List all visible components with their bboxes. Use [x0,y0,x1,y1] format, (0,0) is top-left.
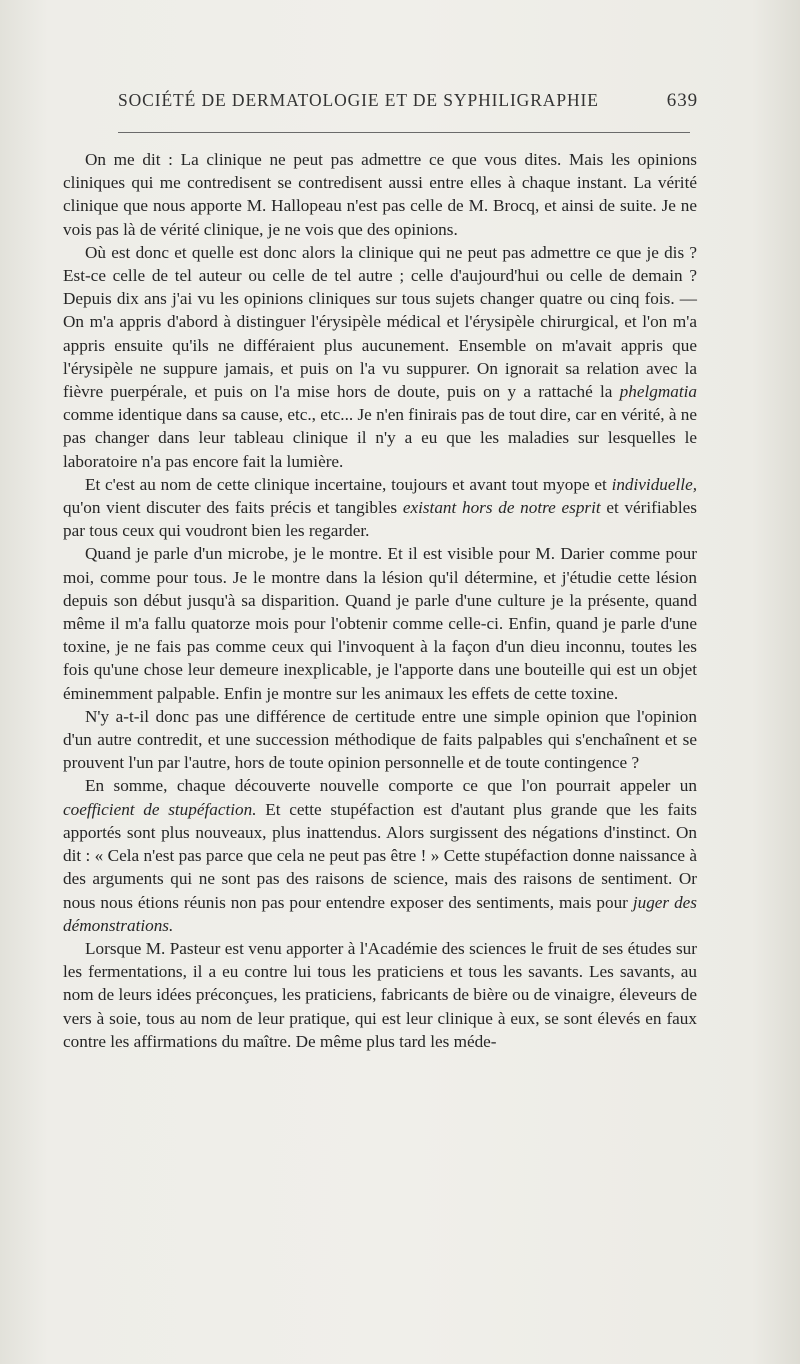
text-run: On me dit : La clinique ne peut pas admettre ce que vous dites. Mais les opinions cliniques qui me contredisent se contredisent aussi entre elles à chaque instant. La vérité clinique que nous apporte M. Hallopeau n'est pas celle de M. Brocq, et ainsi de suite. Je ne vois pas là de vérité clinique, je ne vois que des opinions. [63,150,697,239]
italic-text: existant hors de notre esprit [402,498,601,518]
paragraph [63,473,697,543]
header-rule [118,132,690,133]
text-run: et vérifiables par tous ceux qui voudront bien les regarder. [63,498,697,541]
text-run: Lorsque M. Pasteur est venu apporter à l'Académie des sciences le fruit de ses études sur les fermentations, il a eu contre lui tous les praticiens et tous les savants. Les savants, au nom de leurs idées préconçues, les praticiens, fabricants de bière ou de vinaigre, éleveurs de vers à soie, tous au nom de leur pratique, qui est leur clinique à eux, se sont élevés en faux contre les affirmations du maître. De même plus tard les méde- [63,938,697,1051]
text-run: Où est donc et quelle est donc alors la clinique qui ne peut pas admettre ce que je dis ? Est-ce celle de tel auteur ou celle de tel autre ; celle d'aujourd'hui ou celle de demain ? Depuis dix ans j'ai vu les opinions cliniques sur tous sujets changer quatre ou cinq fois. — On m'a appris d'abord à distinguer l'érysipèle médical et l'érysipèle chirurgical, et l'on m'a appris ensuite qu'ils ne différaient plus aucunement. Ensemble on m'avait appris que l'érysipèle ne suppure jamais, et puis on l'a vu suppurer. On ignorait sa relation avec la fièvre puerpérale, et puis on l'a mise hors de doute, puis on y a rattaché la [63,242,697,402]
text-run: Et cette stupéfaction est d'autant plus grande que les faits apportés sont plus nouveaux, plus inattendus. Alors surgissent des négations d'instinct. On dit : « Cela n'est pas parce que cela ne peut pas être ! » Cette stupéfaction donne naissance à des arguments qui ne sont pas des raisons de science, mais des raisons de sentiment. Or nous nous étions réunis non pas pour entendre exposer des sentiments, mais pour [63,799,697,912]
page-number: 639 [666,90,698,111]
italic-text: phelgmatia [619,382,697,402]
italic-text: individuelle, [611,474,697,494]
text-run: En somme, chaque découverte nouvelle comporte ce que l'on pourrait appeler un [85,776,697,796]
text-run: comme identique dans sa cause, etc., etc... Je n'en finirais pas de tout dire, car en vérité, à ne pas changer dans leur tableau clinique il n'y a eu que les maladies sur lesquelles le laboratoire n'a pas encore fait la lumière. [63,405,698,471]
paragraph [63,542,697,704]
italic-text: coefficient de stupéfaction. [63,799,257,819]
body-text [63,148,697,1053]
paragraph [63,241,697,473]
italic-text: juger des démonstrations. [63,892,697,935]
text-run: Et c'est au nom de cette clinique incertaine, toujours et avant tout myope et [85,474,612,494]
text-run: N'y a-t-il donc pas une différence de certitude entre une simple opinion que l'opinion d'un autre contredit, et une succession méthodique de faits palpables qui s'enchaînent et se prouvent l'un par l'autre, hors de toute opinion personnelle et de toute contingence ? [63,706,697,773]
paragraph [63,774,697,936]
text-run: Quand je parle d'un microbe, je le montre. Et il est visible pour M. Darier comme pour moi, comme pour tous. Je le montre dans la lésion qu'il détermine, et j'étudie cette lésion depuis son début jusqu'à sa disparition. Quand je parle d'une culture je la présente, quand même il m'a fallu quatorze mois pour l'obtenir comme celle-ci. Enfin, quand je parle d'une toxine, je ne fais pas comme ceux qui l'invoquent à la façon d'un dieu inconnu, toutes les fois qu'une chose leur demeure inexplicable, je l'apporte dans une bouteille qui est un objet éminemment palpable. Enfin je montre sur les animaux les effets de cette toxine. [63,544,697,703]
paragraph [63,937,697,1053]
text-run: qu'on vient discuter des faits précis et tangibles [63,498,403,518]
running-head-title: SOCIÉTÉ DE DERMATOLOGIE ET DE SYPHILIGRAPHIE [118,90,599,110]
paragraph [63,705,697,775]
paragraph [63,148,697,241]
